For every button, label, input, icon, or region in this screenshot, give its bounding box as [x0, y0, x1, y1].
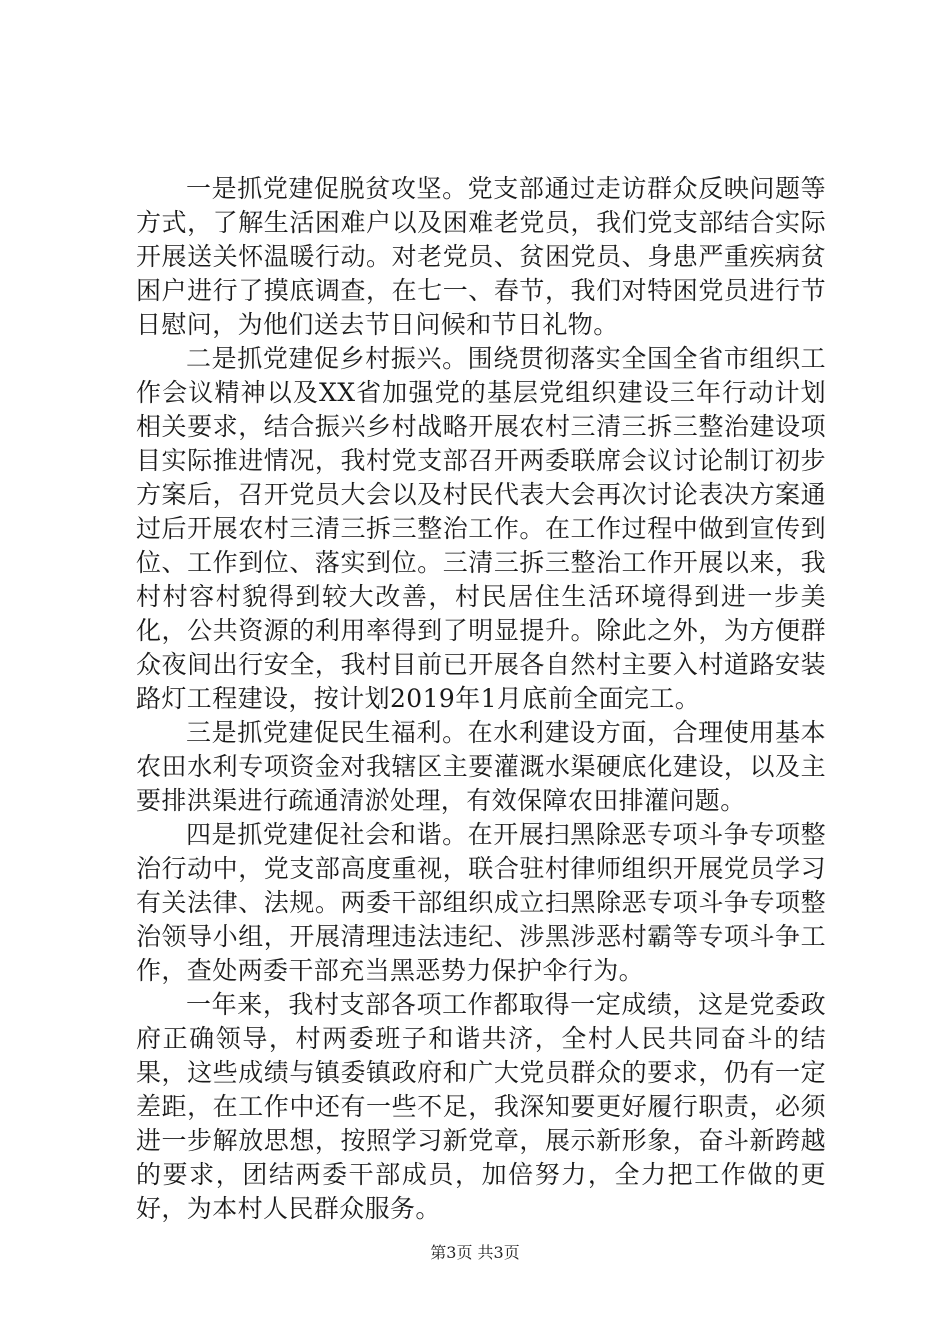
paragraph-annual-summary: 一年来，我村支部各项工作都取得一定成绩，这是党委政府正确领导，村两委班子和谐共济，全村人民共同奋斗的结果，这些成绩与镇委镇政府和广大党员群众的要求，仍有一定差距，在工作中还有一些不足，我深知要更好履行职责，必须进一步解放思想，按照学习新党章，展示新形象，奋斗新跨越的要求，团结两委干部成员，加倍努力，全力把工作做的更好，为本村人民群众服务。 — [136, 990, 826, 1223]
page-footer — [0, 1243, 950, 1263]
document-body — [136, 172, 826, 1226]
paragraph-rural-revitalization: 二是抓党建促乡村振兴。围绕贯彻落实全国全省市组织工作会议精神以及XX省加强党的基层党组织建设三年行动计划相关要求，结合振兴乡村战略开展农村三清三拆三整治建设项目实际推进情况，我村党支部召开两委联席会议讨论制订初步方案后，召开党员大会以及村民代表大会再次讨论表决方案通过后开展农村三清三拆三整治工作。在工作过程中做到宣传到位、工作到位、落实到位。三清三拆三整治工作开展以来，我村村容村貌得到较大改善，村民居住生活环境得到进一步美化，公共资源的利用率得到了明显提升。除此之外，为方便群众夜间出行安全，我村目前已开展各自然村主要入村道路安装路灯工程建设，按计划2019年1月底前全面完工。 — [136, 344, 826, 713]
page-number-label: 第3页 共3页 — [430, 1243, 520, 1262]
paragraph-livelihood-welfare: 三是抓党建促民生福利。在水利建设方面，合理使用基本农田水利专项资金对我辖区主要灌溉水渠硬底化建设，以及主要排洪渠进行疏通清淤处理，有效保障农田排灌问题。 — [136, 718, 826, 815]
paragraph-social-harmony: 四是抓党建促社会和谐。在开展扫黑除恶专项斗争专项整治行动中，党支部高度重视，联合驻村律师组织开展党员学习有关法律、法规。两委干部组织成立扫黑除恶专项斗争专项整治领导小组，开展清理违法违纪、涉黑涉恶村霸等专项斗争工作，查处两委干部充当黑恶势力保护伞行为。 — [136, 820, 826, 985]
paragraph-poverty-alleviation: 一是抓党建促脱贫攻坚。党支部通过走访群众反映问题等方式，了解生活困难户以及困难老党员，我们党支部结合实际开展送关怀温暖行动。对老党员、贫困党员、身患严重疾病贫困户进行了摸底调查，在七一、春节，我们对特困党员进行节日慰问，为他们送去节日问候和节日礼物。 — [136, 174, 826, 339]
